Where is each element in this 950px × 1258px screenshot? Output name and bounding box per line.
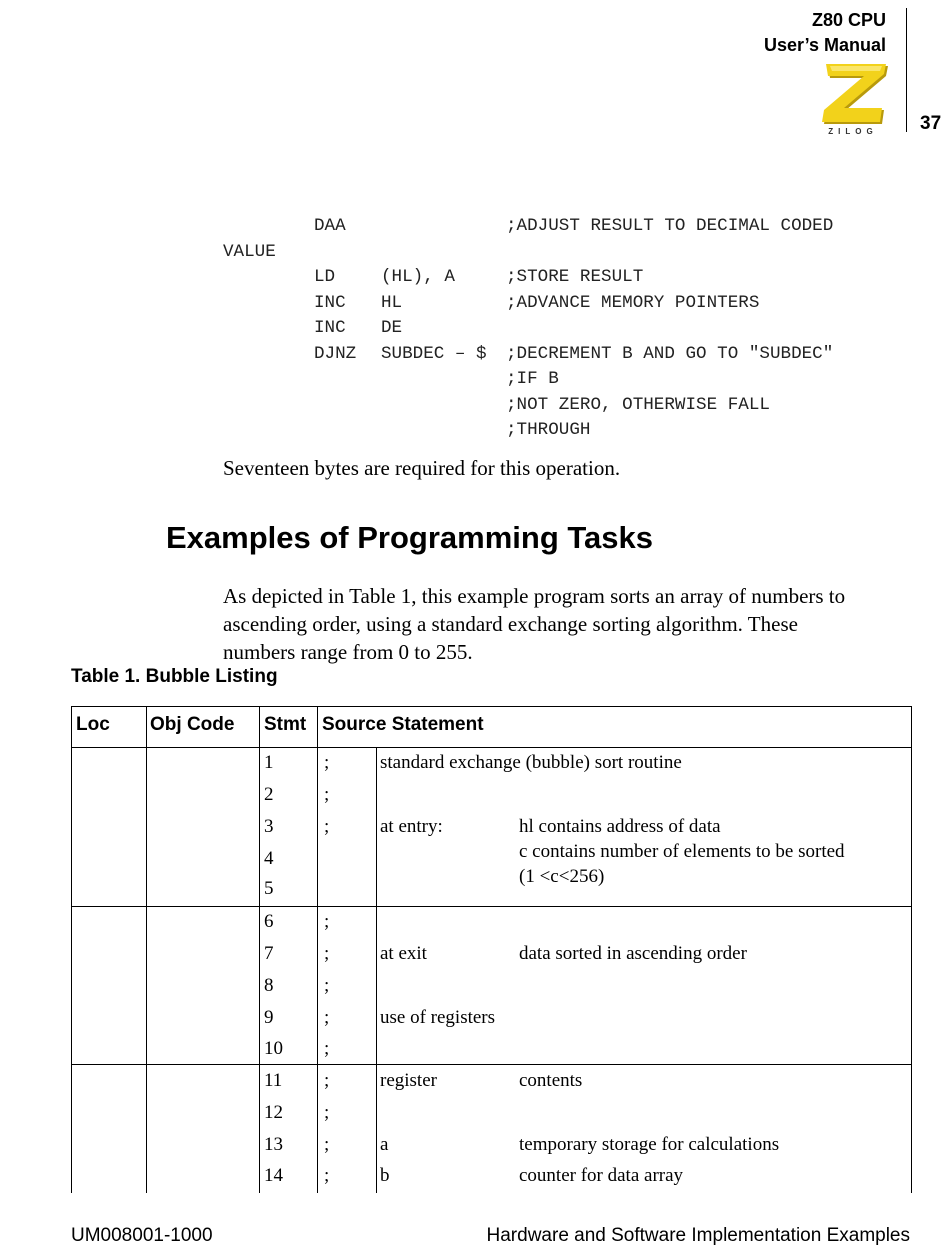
code-operand: SUBDEC – $ xyxy=(381,343,487,364)
col-divider xyxy=(146,707,147,1193)
row-divider xyxy=(72,1064,911,1065)
intro-line: ascending order, using a standard exchange sorting algorithm. These xyxy=(223,612,798,636)
code-opcode: DAA xyxy=(314,216,346,236)
semicolon-cell: ; xyxy=(324,1070,330,1091)
code-opcode: INC xyxy=(314,292,346,313)
col-divider xyxy=(259,707,260,1193)
product-name: Z80 CPU xyxy=(811,10,886,30)
header-loc: Loc xyxy=(76,714,110,735)
code-operand: (HL), A xyxy=(381,267,455,287)
semicolon-cell: ; xyxy=(324,1007,330,1028)
stmt-cell: 10 xyxy=(264,1038,283,1059)
row-divider xyxy=(72,747,911,748)
source-detail-cell: hl contains address of data xyxy=(519,816,721,837)
stmt-cell: 6 xyxy=(264,911,274,932)
stmt-cell: 7 xyxy=(264,943,274,964)
semicolon-cell: ; xyxy=(324,816,330,837)
stmt-cell: 8 xyxy=(264,975,274,996)
page-number: 37 xyxy=(920,113,942,134)
code-opcode: LD xyxy=(314,267,336,287)
stmt-cell: 1 xyxy=(264,752,274,773)
logo-text: ZILOG xyxy=(828,127,878,136)
code-opcode: DJNZ xyxy=(314,343,357,364)
source-detail-cell: counter for data array xyxy=(519,1165,684,1186)
code-comment: ;STORE RESULT xyxy=(506,267,644,287)
col-divider xyxy=(317,707,318,1193)
source-cell: a xyxy=(380,1134,389,1155)
footer-section: Hardware and Software Implementation Examples xyxy=(486,1225,910,1246)
source-cell: use of registers xyxy=(380,1007,496,1028)
stmt-cell: 5 xyxy=(264,878,274,899)
stmt-cell: 12 xyxy=(264,1102,283,1123)
code-comment: ;ADJUST RESULT TO DECIMAL CODED xyxy=(506,216,834,236)
semicolon-cell: ; xyxy=(324,975,330,996)
source-detail-cell: contents xyxy=(519,1070,583,1091)
semicolon-cell: ; xyxy=(324,752,330,773)
section-heading: Examples of Programming Tasks xyxy=(166,520,653,555)
source-detail-cell: c contains number of elements to be sorted xyxy=(519,841,845,862)
bubble-listing-table xyxy=(71,706,912,1193)
stmt-cell: 9 xyxy=(264,1007,274,1028)
manual-name: User’s Manual xyxy=(763,35,886,55)
stmt-cell: 13 xyxy=(264,1134,283,1155)
semicolon-cell: ; xyxy=(324,784,330,805)
semicolon-cell: ; xyxy=(324,1102,330,1123)
stmt-cell: 2 xyxy=(264,784,274,805)
source-detail-cell: temporary storage for calculations xyxy=(519,1134,780,1155)
intro-line: numbers range from 0 to 255. xyxy=(223,640,473,664)
header-stmt: Stmt xyxy=(264,714,307,735)
header-source-statement: Source Statement xyxy=(322,714,484,735)
code-wrap-text: VALUE xyxy=(223,241,276,262)
code-comment: ;ADVANCE MEMORY POINTERS xyxy=(506,292,760,313)
stmt-cell: 4 xyxy=(264,848,274,869)
source-detail-cell: (1 <c<256) xyxy=(519,866,605,887)
header-obj-code: Obj Code xyxy=(150,714,235,735)
code-comment: ;DECREMENT B AND GO TO "SUBDEC" xyxy=(506,343,834,364)
source-cell: at entry: xyxy=(380,816,443,837)
code-comment: ;THROUGH xyxy=(506,420,591,440)
code-comment: ;IF B xyxy=(506,369,559,389)
zilog-logo xyxy=(816,60,890,136)
semicolon-cell: ; xyxy=(324,911,330,932)
code-comment: ;NOT ZERO, OTHERWISE FALL xyxy=(506,394,770,415)
semicolon-cell: ; xyxy=(324,943,330,964)
semicolon-cell: ; xyxy=(324,1165,330,1186)
col-divider xyxy=(376,747,377,1193)
semicolon-cell: ; xyxy=(324,1038,330,1059)
intro-paragraph xyxy=(223,582,913,666)
header-title xyxy=(764,8,886,58)
stmt-cell: 3 xyxy=(264,816,274,837)
footer-doc-id: UM008001-1000 xyxy=(71,1225,213,1246)
intro-line: As depicted in Table 1, this example program sorts an array of numbers to xyxy=(223,584,846,608)
code-opcode: INC xyxy=(314,318,346,338)
code-operand: HL xyxy=(381,292,403,313)
table-caption: Table 1. Bubble Listing xyxy=(71,666,278,687)
stmt-cell: 14 xyxy=(264,1165,283,1186)
bytes-note: Seventeen bytes are required for this operation. xyxy=(223,456,621,480)
header-rule xyxy=(906,8,907,132)
source-cell: b xyxy=(380,1165,390,1186)
source-cell: at exit xyxy=(380,943,427,964)
source-cell: register xyxy=(380,1070,437,1091)
stmt-cell: 11 xyxy=(264,1070,283,1091)
code-operand: DE xyxy=(381,318,403,338)
source-cell: standard exchange (bubble) sort routine xyxy=(380,752,682,773)
row-divider xyxy=(72,906,911,907)
semicolon-cell: ; xyxy=(324,1134,330,1155)
source-detail-cell: data sorted in ascending order xyxy=(519,943,747,964)
zilog-z-icon xyxy=(816,60,890,124)
